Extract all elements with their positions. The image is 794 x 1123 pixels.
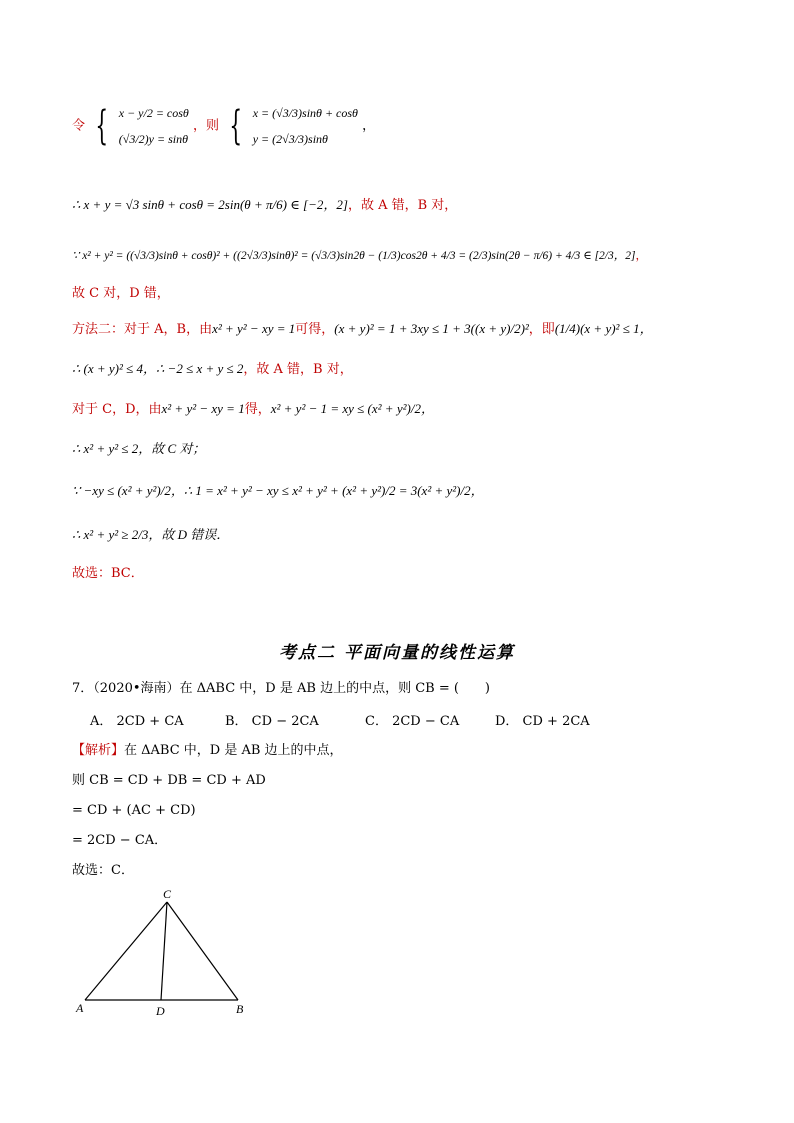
range-line: ∴ (x + y)² ≤ 4，∴ −2 ≤ x + y ≤ 2，故 A 错，B 对， — [72, 361, 353, 377]
label-c: C — [163, 887, 172, 901]
option-a[interactable]: A． 2CD + CA — [90, 714, 184, 729]
solution-step-3: = 2CD − CA． — [72, 833, 168, 848]
system-2 — [253, 100, 358, 152]
section-title: 考点二 平面向量的线性运算 — [279, 643, 515, 663]
cd-line: 故 C 对，D 错， — [72, 286, 170, 301]
solution-label: 【解析】 — [72, 743, 125, 758]
system-1 — [119, 100, 189, 152]
parametric-line: 令 { x − y/2 = cosθ (√3/2)y = sinθ ，则 { x = (√3/3)sinθ + cosθ y = (2√3/3)sinθ ， — [72, 100, 375, 152]
question-7-stem: 7．（2020•海南）在 ΔABC 中，D 是 AB 边上的中点，则 CB = ( ) — [72, 681, 490, 696]
brace-1: { — [95, 103, 109, 149]
then-label: ，则 — [192, 118, 219, 134]
system-2-eq2: y = (2√3/3)sinθ — [252, 132, 328, 146]
system-1-eq2: (√3/2)y = sinθ — [118, 132, 188, 146]
d-false-line: ∴ x² + y² ≥ 2/3，故 D 错误． — [72, 527, 230, 542]
system-2-eq1: x = (√3/3)sinθ + cosθ — [252, 106, 358, 120]
edge-ac — [85, 902, 167, 1000]
edge-bc — [167, 902, 238, 1000]
system-1-eq1: x − y/2 = cosθ — [118, 106, 189, 120]
brace-2: { — [229, 103, 243, 149]
triangle-figure — [70, 885, 260, 1025]
method2-line: 方法二：对于 A，B，由x² + y² − xy = 1可得，(x + y)² = 1 + 3xy ≤ 1 + 3((x + y)/2)²，即(1/4)(x + y)² ≤ 1， — [72, 321, 653, 337]
option-c[interactable]: C． 2CD − CA — [365, 714, 460, 729]
c-true-line: ∴ x² + y² ≤ 2，故 C 对； — [72, 441, 206, 456]
solution-intro-line: 【解析】在 ΔABC 中，D 是 AB 边上的中点， — [72, 743, 343, 758]
median-cd — [161, 902, 167, 1000]
option-d[interactable]: D． CD + 2CA — [495, 714, 590, 729]
label-a: A — [76, 1001, 84, 1015]
solution-answer: 故选：C． — [72, 863, 134, 878]
solution-step-1: 则 CB = CD + DB = CD + AD — [72, 773, 266, 788]
label-b: B — [236, 1002, 244, 1016]
d-calc-line: ∵ −xy ≤ (x² + y²)/2，∴ 1 = x² + y² − xy ≤ x² + y² + (x² + y²)/2 = 3(x² + y²)/2， — [72, 483, 484, 498]
answer-line: 故选：BC． — [72, 566, 144, 581]
let-label: 令 — [72, 118, 86, 134]
label-d: D — [156, 1004, 165, 1018]
option-b[interactable]: B． CD − 2CA — [225, 714, 319, 729]
square-line: ∵ x² + y² = ((√3/3)sinθ + cosθ)² + ((2√3/3)sinθ)² = (√3/3)sin2θ − (1/3)cos2θ + 4/3 = (2/3)sin(2θ − π/6) + 4/3 ∈ [2/3，2]， — [72, 248, 647, 262]
for-cd-line: 对于 C，D，由x² + y² − xy = 1得，x² + y² − 1 = xy ≤ (x² + y²)/2， — [72, 401, 434, 417]
solution-step-2: = CD + (AC + CD) — [72, 803, 196, 818]
sum-line: ∴ x + y = √3 sinθ + cosθ = 2sin(θ + π/6) ∈ [−2，2]，故 A 错，B 对， — [72, 197, 458, 213]
